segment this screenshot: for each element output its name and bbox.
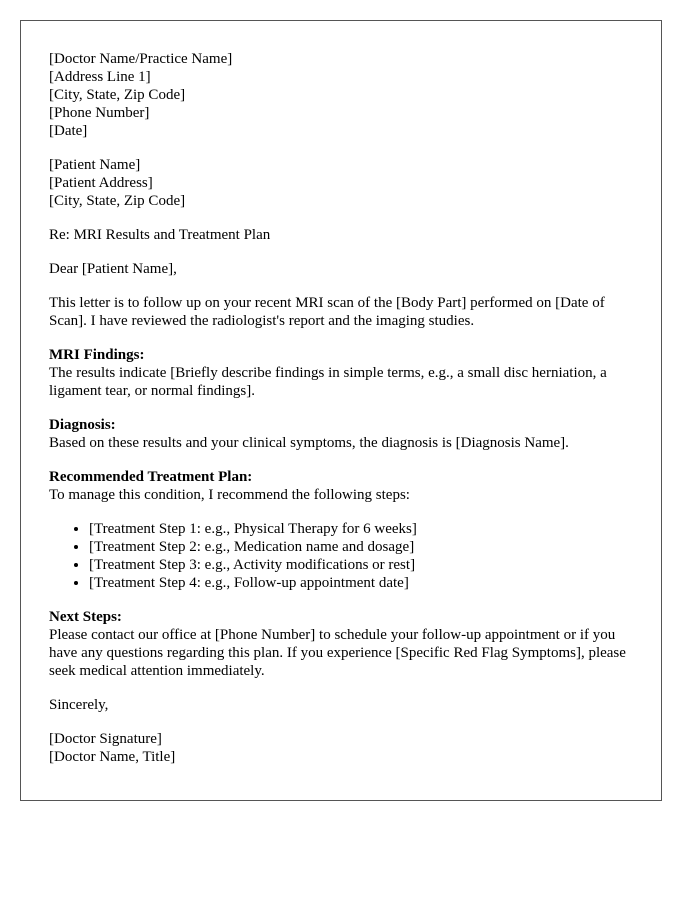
doctor-name-title: [Doctor Name, Title] bbox=[49, 749, 176, 765]
intro-paragraph: This letter is to follow up on your recent MRI scan of the [Body Part] performed on [Date of Scan]. I have reviewed the radiologist's report and the imaging studies. bbox=[49, 295, 605, 329]
treatment-text: To manage this condition, I recommend the following steps: bbox=[49, 487, 410, 503]
sender-phone: [Phone Number] bbox=[49, 105, 150, 121]
findings-title: MRI Findings: bbox=[49, 347, 145, 363]
letter-date: [Date] bbox=[49, 123, 88, 139]
sender-address: [Address Line 1] bbox=[49, 69, 151, 85]
recipient-block bbox=[49, 156, 633, 210]
diagnosis-text: Based on these results and your clinical symptoms, the diagnosis is [Diagnosis Name]. bbox=[49, 435, 569, 451]
next-steps-title: Next Steps: bbox=[49, 609, 122, 625]
treatment-steps-list bbox=[49, 520, 633, 592]
sender-city-state-zip: [City, State, Zip Code] bbox=[49, 87, 186, 103]
salutation: Dear [Patient Name], bbox=[49, 261, 177, 277]
signature-block bbox=[49, 730, 633, 766]
sender-name: [Doctor Name/Practice Name] bbox=[49, 51, 233, 67]
sender-block bbox=[49, 50, 633, 140]
next-steps-section bbox=[49, 608, 633, 680]
next-steps-text: Please contact our office at [Phone Number] to schedule your follow-up appointment or if you have any questions regarding this plan. If you experience [Specific Red Flag Symptoms], please seek medical attention immediately. bbox=[49, 627, 626, 679]
findings-text: The results indicate [Briefly describe findings in simple terms, e.g., a small disc herniation, a ligament tear, or normal findings]. bbox=[49, 365, 607, 399]
treatment-step: • [Treatment Step 3: e.g., Activity modifications or rest] bbox=[89, 556, 633, 574]
treatment-title: Recommended Treatment Plan: bbox=[49, 469, 253, 485]
treatment-step: • [Treatment Step 4: e.g., Follow-up appointment date] bbox=[89, 574, 633, 592]
subject-line: Re: MRI Results and Treatment Plan bbox=[49, 227, 271, 243]
letter bbox=[20, 20, 662, 801]
findings-section bbox=[49, 346, 633, 400]
diagnosis-title: Diagnosis: bbox=[49, 417, 116, 433]
diagnosis-section bbox=[49, 416, 633, 452]
closing: Sincerely, bbox=[49, 697, 109, 713]
doctor-signature: [Doctor Signature] bbox=[49, 731, 162, 747]
recipient-city-state-zip: [City, State, Zip Code] bbox=[49, 193, 186, 209]
treatment-step: • [Treatment Step 1: e.g., Physical Therapy for 6 weeks] bbox=[89, 520, 633, 538]
recipient-name: [Patient Name] bbox=[49, 157, 141, 173]
treatment-section bbox=[49, 468, 633, 592]
recipient-address: [Patient Address] bbox=[49, 175, 153, 191]
treatment-step: • [Treatment Step 2: e.g., Medication name and dosage] bbox=[89, 538, 633, 556]
